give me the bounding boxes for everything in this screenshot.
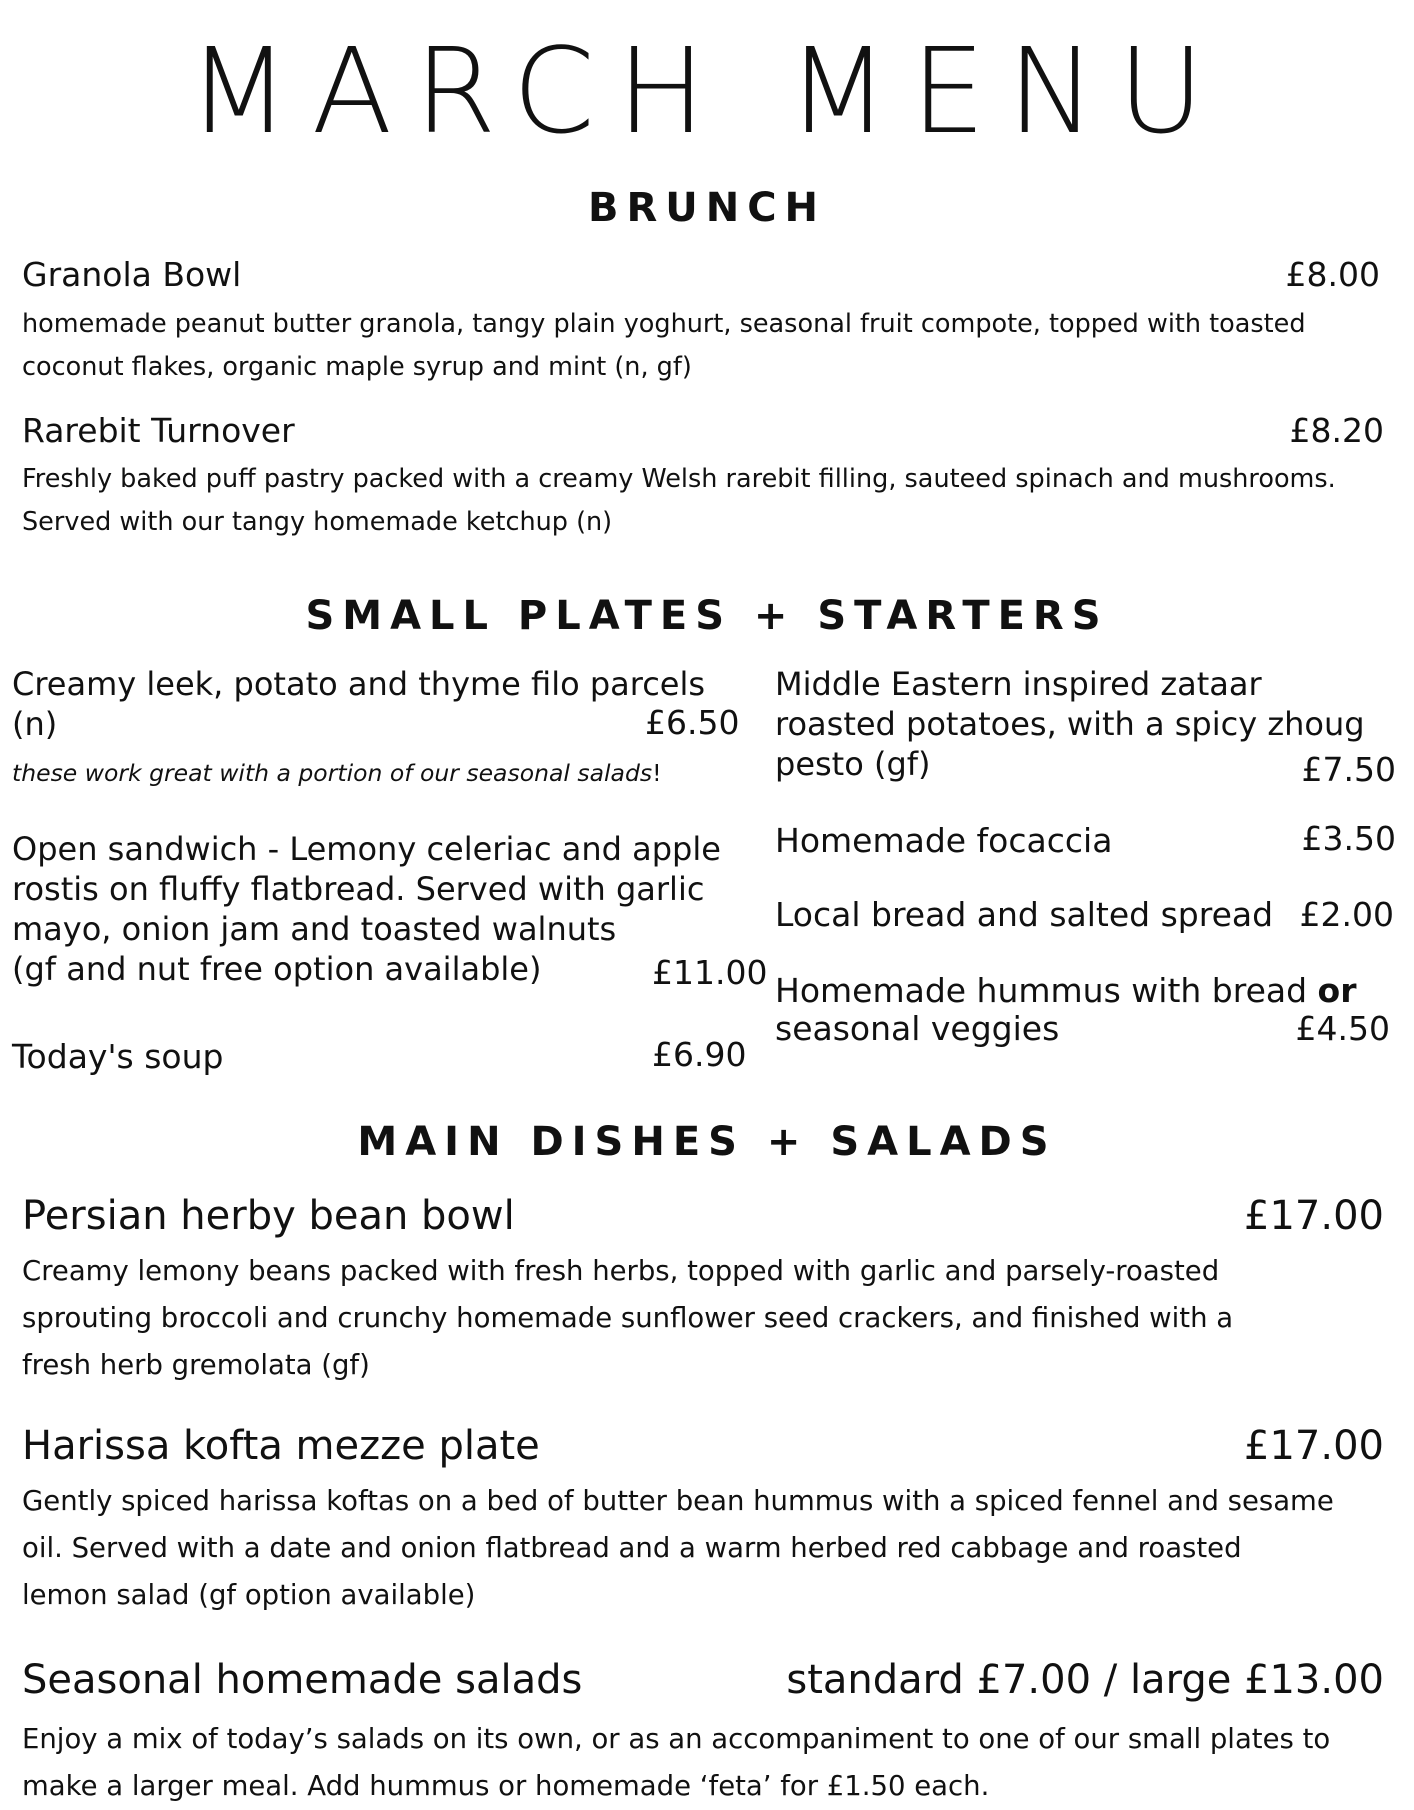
description-line: Enjoy a mix of today’s salads on its own, or as an accompaniment to one of our small plates to	[22, 1723, 1331, 1755]
small-plate-name	[775, 971, 1357, 1010]
main-item-name: Harissa kofta mezze plate	[22, 1423, 540, 1469]
menu-title: MARCH MENU	[187, 22, 1227, 160]
small-plate-name-line: Middle Eastern inspired zataar	[775, 665, 1262, 703]
small-plate-price: £3.50	[1301, 819, 1396, 858]
small-plate-note	[12, 759, 662, 787]
small-plate-name-line: Creamy leek, potato and thyme filo parcels	[12, 665, 706, 703]
brunch-item-price: £8.20	[1289, 411, 1384, 450]
description-line: sprouting broccoli and crunchy homemade sunflower seed crackers, and finished with a	[22, 1302, 1234, 1334]
small-plate-price: £6.50	[645, 703, 740, 742]
small-plate-name-bold: or	[1317, 971, 1357, 1010]
description-line: Gently spiced harissa koftas on a bed of butter bean hummus with a spiced fennel and sesame	[22, 1485, 1334, 1517]
small-plate-price: £4.50	[1295, 1009, 1390, 1048]
small-plate-name: Local bread and salted spread	[775, 895, 1274, 934]
small-plate-name-text: Homemade hummus with bread	[775, 971, 1318, 1010]
small-plate-note-end: !	[652, 759, 662, 787]
brunch-item-price: £8.00	[1285, 255, 1380, 294]
small-plate-name-line: mayo, onion jam and toasted walnuts	[12, 910, 617, 948]
section-heading-mains: MAIN DISHES + SALADS	[357, 1119, 1057, 1165]
main-item-description	[22, 1716, 1412, 1810]
small-plate-price: £11.00	[652, 953, 768, 992]
section-heading-small-plates: SMALL PLATES + STARTERS	[305, 593, 1109, 639]
small-plate-name-line: (n)	[12, 705, 58, 743]
description-line: fresh herb gremolata (gf)	[22, 1349, 370, 1381]
small-plate-name-line: (gf and nut free option available)	[12, 950, 542, 988]
small-plate-name-line: rostis on fluffy flatbread. Served with garlic	[12, 870, 705, 908]
main-item-name: Seasonal homemade salads	[22, 1657, 583, 1703]
brunch-item-name: Rarebit Turnover	[22, 411, 295, 450]
small-plate-price: £7.50	[1301, 750, 1396, 789]
small-plate-name: Homemade focaccia	[775, 821, 1113, 860]
main-item-price: standard £7.00 / large £13.00	[786, 1657, 1384, 1703]
small-plate-name	[12, 664, 752, 744]
main-item-price: £17.00	[1244, 1193, 1384, 1239]
small-plate-name-line: roasted potatoes, with a spicy zhoug	[775, 705, 1365, 743]
brunch-item-name: Granola Bowl	[22, 255, 242, 294]
main-item-description	[22, 1478, 1412, 1619]
small-plate-name: Today's soup	[12, 1037, 224, 1076]
small-plate-note-text: these work great with a portion of our seasonal salads	[12, 759, 653, 787]
description-line: oil. Served with a date and onion flatbread and a warm herbed red cabbage and roasted	[22, 1532, 1242, 1564]
section-heading-brunch: BRUNCH	[587, 185, 827, 231]
main-item-description	[22, 1248, 1402, 1389]
description-line: Creamy lemony beans packed with fresh herbs, topped with garlic and parsely-roasted	[22, 1255, 1220, 1287]
small-plate-name-line: pesto (gf)	[775, 745, 931, 783]
main-item-name: Persian herby bean bowl	[22, 1193, 515, 1239]
main-item-price: £17.00	[1244, 1423, 1384, 1469]
small-plate-price: £6.90	[652, 1035, 747, 1074]
description-line: make a larger meal. Add hummus or homemade ‘feta’ for £1.50 each.	[22, 1770, 990, 1802]
brunch-item-description: Freshly baked puff pastry packed with a creamy Welsh rarebit filling, sauteed spinach and mushrooms. Served with our tangy homemade ketchup (n)	[22, 464, 1336, 537]
small-plate-name-line: seasonal veggies	[775, 1009, 1060, 1048]
small-plate-name-line: Open sandwich - Lemony celeriac and apple	[12, 830, 721, 868]
brunch-item-description: homemade peanut butter granola, tangy plain yoghurt, seasonal fruit compote, topped with toasted coconut flakes, organic maple syrup and mint (n, gf)	[22, 309, 1306, 382]
small-plate-price: £2.00	[1299, 895, 1394, 934]
description-line: lemon salad (gf option available)	[22, 1579, 476, 1611]
